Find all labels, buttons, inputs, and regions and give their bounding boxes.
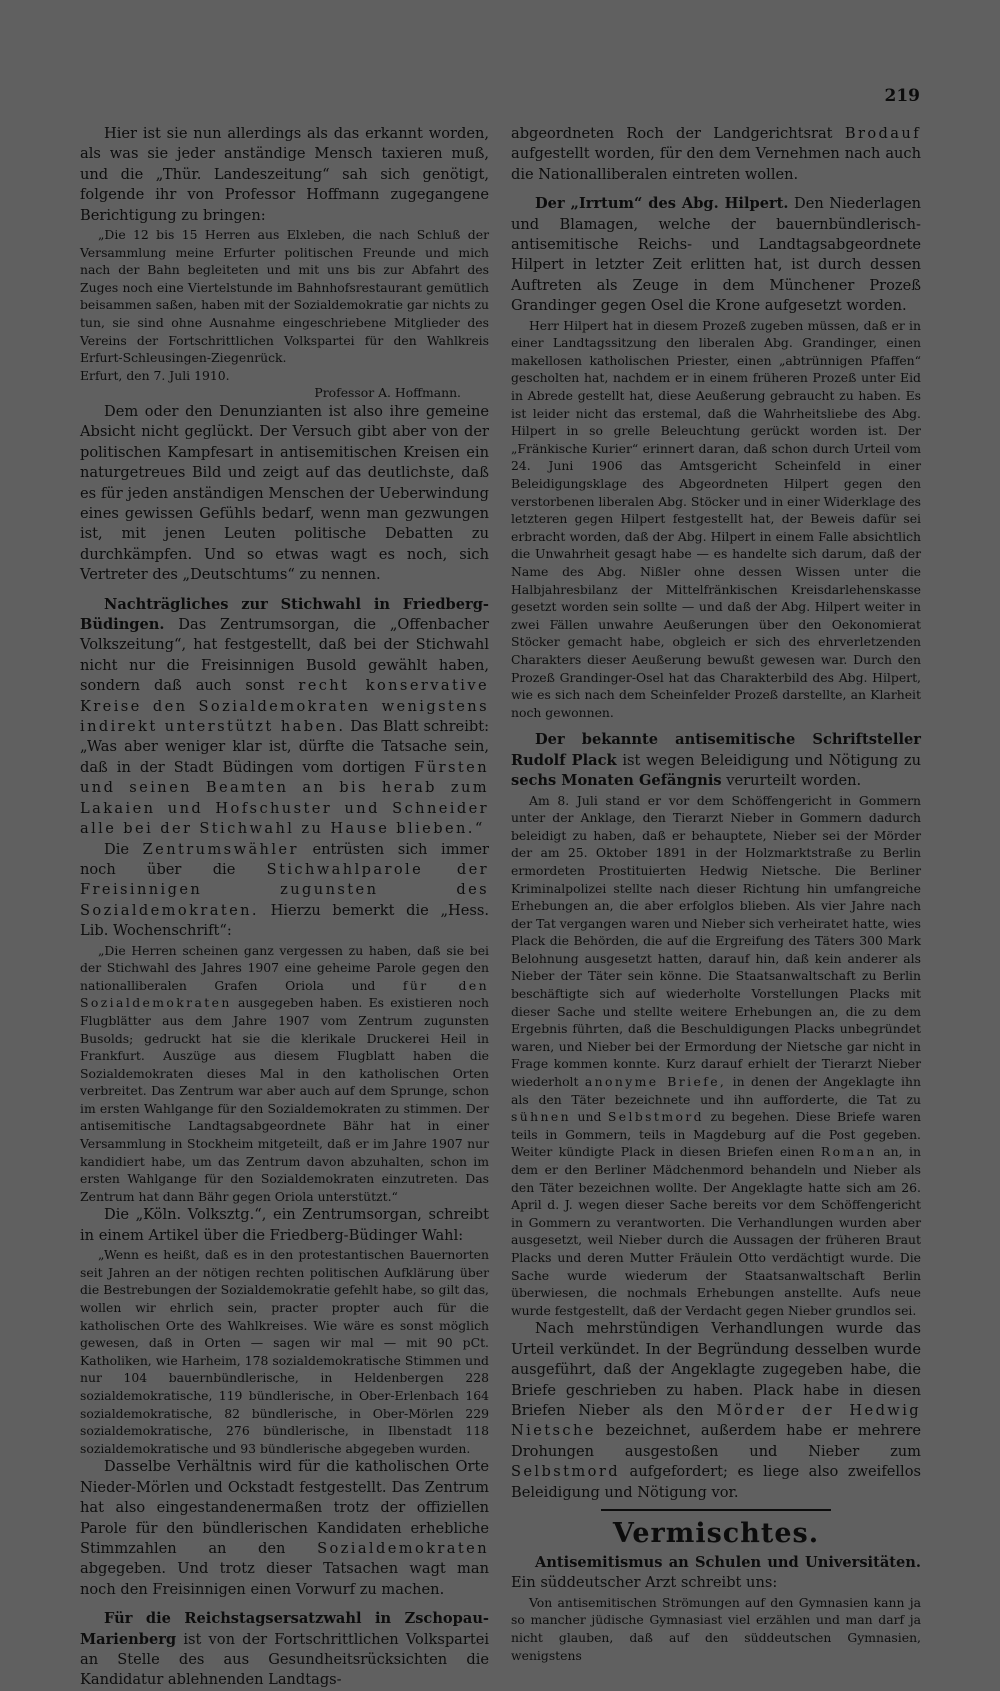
paragraph: Dem oder den Denunzianten ist also ihre gemeine Absicht nicht geglückt. Der Versuch gibt aber von der politischen Kampfesart in antisemitischen Kreisen ein naturgetreues Bild und zeigt auf das deutlichste, daß es für jeden anständigen Menschen der Ueberwindung eines gewissen Gefühls bedarf, wenn man gezwungen ist, mit jenen Leuten politische Debatten zu durchkämpfen. Und so etwas wagt es noch, sich Vertreter des „Deutschtums“ zu nennen.	[80, 402, 489, 584]
article-hilpert: Der „Irrtum“ des Abg. Hilpert. Den Niederlagen und Blamagen, welche der bauernbündlerisch-antisemitische Reichs- und Landtagsabgeordnete Hilpert in letzter Zeit erlitten hat, ist durch dessen Auftreten als Zeuge in dem Münchener Prozeß Grandinger gegen Osel die Krone aufgesetzt worden.	[511, 195, 921, 315]
article-heading: Der bekannte antisemitische Schriftsteller Rudolf Plack	[511, 731, 921, 769]
quote-hilpert: Herr Hilpert hat in diesem Prozeß zugeben müssen, daß er in einer Landtagssitzung den liberalen Abg. Grandinger, einen makellosen katholischen Priester, einen „abtrünnigen Pfaffen“ gescholten hat, nachdem er in einem früheren Prozeß unter Eid in Abrede gestellt hat, diese Aeußerung gebraucht zu haben. Es ist leider nicht das erstemal, daß die Wahrheitsliebe des Abg. Hilpert in so grelle Beleuchtung gerückt worden ist. Der „Fränkische Kurier“ erinnert daran, daß schon durch Urteil vom 24. Juni 1906 das Amtsgericht Scheinfeld in einer Beleidigungsklage des Abgeordneten Hilpert gegen den verstorbenen liberalen Abg. Stöcker und in einer Widerklage des letzteren gegen Hilpert festgestellt hat, der Beweis dafür sei erbracht worden, daß der Abg. Hilpert in einem Falle absichtlich die Unwahrheit gesagt habe — es handelte sich darum, daß der Name des Abg. Nißler ohne dessen Wissen unter die Halbjahresbilanz der Mittelfränkischen Kreisdarlehenskasse gesetzt worden sein sollte — und daß der Abg. Hilpert weiter in zwei Fällen unwahre Aeußerungen über den Oekonomierat Stöcker gemacht habe, obgleich er sich des ehrverletzenden Charakters dieser Aeußerung bewußt gewesen war. Durch den Prozeß Grandinger-Osel hat das Charakterbild des Abg. Hilpert, wie es sich nach dem Scheinfelder Prozeß darstellte, an Klarheit noch gewonnen.	[511, 317, 921, 720]
article-heading: Nachträgliches zur Stichwahl in Friedberg-Büdingen.	[80, 595, 489, 634]
quote-correction: „Die 12 bis 15 Herren aus Elxleben, die nach Schluß der Versammlung meine Erfurter politischen Freunde und mich nach der Bahn begleiteten und mit uns bis zur Abfahrt des Zuges noch eine Viertelstunde im Bahnhofsrestaurant gemütlich beisammen saßen, haben mit der Sozialdemokratie gar nichts zu tun, sie sind ohne Ausnahme eingeschriebene Mitglieder des Vereins der Fortschrittlichen Volkspartei für den Wahlkreis Erfurt-Schleusingen-Ziegenrück.	[80, 227, 489, 366]
article-antisemitismus: Antisemitismus an Schulen und Universitäten. Ein süddeutscher Arzt schreibt uns:	[511, 1554, 921, 1592]
paragraph: Hier ist sie nun allerdings als das erkannt worden, als was sie jeder anständige Mensch taxieren muß, und die „Thür. Landeszeitung“ sah sich genötigt, folgende ihr von Professor Hoffmann zugegangene Berichtigung zu bringen:	[80, 125, 489, 224]
article-zschopau: Für die Reichstagsersatzwahl in Zschopau-Marienberg ist von der Fortschrittlichen Volkspartei an Stelle des aus Gesundheitsrücksichten die Kandidatur ablehnenden Landtags-	[80, 1610, 490, 1689]
paragraph: Nach mehrstündigen Verhandlungen wurde das Urteil verkündet. In der Begründung desselben wurde ausgeführt, daß der Angeklagte zugegeben habe, die Briefe geschrieben zu haben. Plack habe in diesen Briefen Nieber als den Mörder der Hedwig Nietsche bezeichnet, außerdem habe er mehrere Drohungen ausgestoßen und Nieber zum Selbstmord aufgefordert; es liege also zweifellos Beleidigung und Nötigung vor.	[511, 1320, 922, 1501]
paragraph: Dasselbe Verhältnis wird für die katholischen Orte Nieder-Mörlen und Ockstadt festgestellt. Das Zentrum hat also eingestandenermaßen trotz der offiziellen Parole für den bündlerischen Kandidaten erhebliche Stimmzahlen an den Sozialdemokraten abgegeben. Und trotz dieser Tatsachen wagt man noch den Freisinnigen einen Vorwurf zu machen.	[80, 1458, 490, 1598]
right-column	[511, 124, 921, 1664]
quote-plack: Am 8. Juli stand er vor dem Schöffengericht in Gommern unter der Anklage, den Tierarzt Nieber in Gommern dadurch beleidigt zu haben, daß er behauptete, Nieber sei der Mörder der am 25. Oktober 1891 in der Holzmarktstraße zu Berlin ermordeten Prostituierten Hedwig Nietsche. Die Berliner Kriminalpolizei stellte nach dieser Richtung hin umfangreiche Erhebungen an, die aber erfolglos blieben. Als vier Jahre nach der Tat vergangen waren und Nieber sich verheiratet hatte, wies Plack die Behörden, die auf die Ergreifung des Täters 300 Mark Belohnung ausgesetzt hatten, darauf hin, daß kein anderer als Nieber der Täter sein könne. Die Staatsanwaltschaft zu Berlin beschäftigte sich auf wiederholte Vorstellungen Placks mit dieser Sache und stellte weitere Erhebungen an, die zu dem Ergebnis führten, daß die Beschuldigungen Placks unbegründet waren, und Nieber bei der Ermordung der Nietsche gar nicht in Frage kommen konnte. Kurz darauf erhielt der Tierarzt Nieber wiederholt anonyme Briefe, in denen der Angeklagte ihn als den Täter bezeichnete und ihn aufforderte, die Tat zu sühnen und Selbstmord zu begehen. Diese Briefe waren teils in Gommern, teils in Magdeburg auf die Post gegeben. Weiter kündigte Plack in diesen Briefen einen Roman an, in dem er den Berliner Mädchenmord behandeln und Nieber als den Täter bezeichnen wollte. Der Angeklagte hatte sich am 26. April d. J. wegen dieser Sache bereits vor dem Schöffengericht in Gommern zu verantworten. Die Verhandlungen wurden aber ausgesetzt, weil Nieber durch die Aussagen der früheren Braut Placks und deren Mutter Fräulein Otto verdächtigt wurde. Die Sache wurde wiederum der Staatsanwaltschaft Berlin überwiesen, die nochmals Erhebungen anstellte. Aufs neue wurde festgestellt, daß der Verdacht gegen Nieber grundlos sei.	[511, 792, 921, 1318]
quote-wochenschrift: „Die Herren scheinen ganz vergessen zu haben, daß sie bei der Stichwahl des Jahres 1907 eine geheime Parole gegen den nationalliberalen Grafen Oriola und für den Sozialdemokraten ausgegeben haben. Es existieren noch Flugblätter aus dem Jahre 1907 vom Zentrum zugunsten Busolds; gedruckt hat sie die klerikale Druckerei Heil in Frankfurt. Auszüge aus diesem Flugblatt haben die Sozialdemokraten dieses Mal in den katholischen Orten verbreitet. Das Zentrum war aber auch auf dem Sprunge, schon im ersten Wahlgange für den Sozialdemokraten zu stimmen. Der antisemitische Landtagsabgeordnete Bähr hat in einer Versammlung in Stockheim mitgeteilt, daß er im Jahre 1907 nur kandidiert habe, um das Zentrum davon abzuhalten, schon im ersten Wahlgange für den Sozialdemokraten einzutreten. Das Zentrum hat dann Bähr gegen Oriola unterstützt.“	[80, 942, 489, 1204]
quote-arzt: Von antisemitischen Strömungen auf den Gymnasien kann ja so mancher jüdische Gymnasiast viel erzählen und man darf ja nicht glauben, daß auf den süddeutschen Gymnasien, wenigstens	[511, 1594, 921, 1663]
article-plack: Der bekannte antisemitische Schriftsteller Rudolf Plack ist wegen Beleidigung und Nötigung zu sechs Monaten Gefängnis verurteilt worden.	[511, 731, 922, 790]
paragraph: Die „Köln. Volksztg.“, ein Zentrumsorgan, schreibt in einem Artikel über die Friedberg-Büdinger Wahl:	[80, 1206, 489, 1244]
signature-place-date: Erfurt, den 7. Juli 1910.	[80, 367, 230, 383]
page-number: 219	[884, 86, 920, 106]
left-column	[80, 124, 489, 1691]
signature-name: Professor A. Hoffmann.	[314, 385, 461, 401]
quote-koeln: „Wenn es heißt, daß es in den protestantischen Bauernorten seit Jahren an der nötigen rechten politischen Aufklärung über die Bestrebungen der Sozialdemokratie gefehlt habe, so gilt das, wollen wir ehrlich sein, practer propter auch für die katholischen Orte des Wahlkreises. Wie wäre es sonst möglich gewesen, daß in Orten — sagen wir mal — mit 90 pCt. Katholiken, wie Harheim, 178 sozialdemokratische Stimmen und nur 104 bauernbündlerische, in Heldenbergen 228 sozialdemokratische, 119 bündlerische, in Ober-Erlenbach 164 sozialdemokratische, 82 bündlerische, in Ober-Mörlen 229 sozialdemokratische, 276 bündlerische, in Ilbenstadt 118 sozialdemokratische und 93 bündlerische abgegeben wurden.	[80, 1247, 489, 1456]
paragraph-continued: abgeordneten Roch der Landgerichtsrat Brodauf aufgestellt worden, für den dem Vernehmen nach auch die Nationalliberalen eintreten wollen.	[511, 125, 921, 183]
paragraph: Die Zentrumswähler entrüsten sich immer noch über die Stichwahlparole der Freisinnigen zugunsten des Sozialdemokraten. Hierzu bemerkt die „Hess. Lib. Wochenschrift“:	[80, 840, 490, 940]
article-friedberg: Nachträgliches zur Stichwahl in Friedberg-Büdingen. Das Zentrumsorgan, die „Offenbacher Volkszeitung“, hat festgestellt, daß bei der Stichwahl nicht nur die Freisinnigen Busold gewählt haben, sondern daß auch sonst recht konservative Kreise den Sozialdemokraten wenigstens indirekt unterstützt haben. Das Blatt schreibt: „Was aber weniger klar ist, dürfte die Tatsache sein, daß in der Stadt Büdingen vom dortigen Fürsten und seinen Beamten an bis herab zum Lakaien und Hofschuster und Schneider alle bei der Stichwahl zu Hause blieben.“	[80, 595, 489, 838]
section-divider	[601, 1509, 831, 1511]
section-title: Vermischtes.	[612, 1518, 820, 1549]
article-heading: Der „Irrtum“ des Abg. Hilpert.	[535, 195, 789, 213]
article-heading: Antisemitismus an Schulen und Universitäten.	[535, 1554, 921, 1571]
article-heading: Für die Reichstagsersatzwahl in Zschopau-Marienberg	[80, 1610, 489, 1648]
